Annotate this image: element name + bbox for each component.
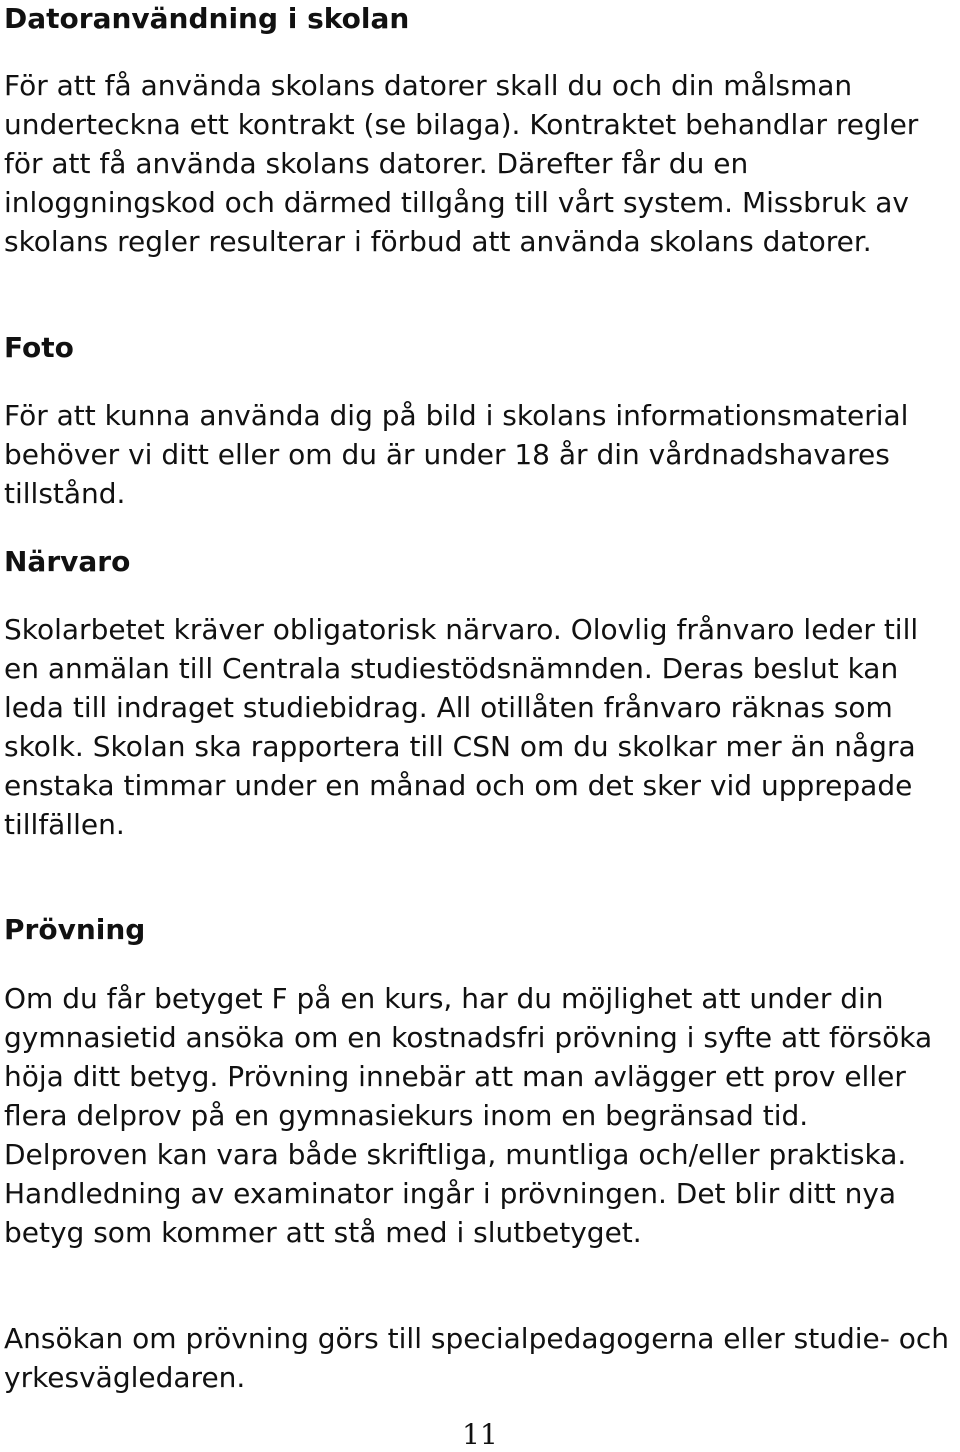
page-number: 11: [462, 1418, 498, 1451]
section-paragraph-datoranvandning: För att få använda skolans datorer skall du och din målsman underteckna ett kontrakt (se bilaga). Kontraktet behandlar regler för att få använda skolans datorer. Därefter får du en inloggningskod och därmed tillgång till vårt system. Missbruk av skolans regler resulterar i förbud att använda skolans datorer.: [4, 69, 919, 258]
section-heading-datoranvandning: Datoranvändning i skolan: [4, 2, 410, 35]
section-heading-foto: Foto: [4, 331, 74, 364]
section-heading-narvaro: Närvaro: [4, 545, 131, 578]
section-paragraph-provning: Om du får betyget F på en kurs, har du möjlighet att under din gymnasietid ansöka om en kostnadsfri prövning i syfte att försöka höja ditt betyg. Prövning innebär att man avlägger ett prov eller flera delprov på en gymnasiekurs inom en begränsad tid. Delproven kan vara både skriftliga, muntliga och/eller praktiska. Handledning av examinator ingår i prövningen. Det blir ditt nya betyg som kommer att stå med i slutbetyget.: [4, 982, 933, 1249]
section-paragraph-foto: För att kunna använda dig på bild i skolans informationsmaterial behöver vi ditt eller om du är under 18 år din vårdnadshavares tillstånd.: [4, 399, 909, 510]
section-paragraph-provning-ansokan: Ansökan om prövning görs till specialpedagogerna eller studie- och yrkesvägledaren.: [4, 1322, 950, 1394]
section-heading-provning: Prövning: [4, 913, 146, 946]
section-paragraph-narvaro: Skolarbetet kräver obligatorisk närvaro. Olovlig frånvaro leder till en anmälan till Centrala studiestödsnämnden. Deras beslut kan leda till indraget studiebidrag. All otillåten frånvaro räknas som skolk. Skolan ska rapportera till CSN om du skolkar mer än några enstaka timmar under en månad och om det sker vid upprepade tillfällen.: [4, 613, 919, 841]
